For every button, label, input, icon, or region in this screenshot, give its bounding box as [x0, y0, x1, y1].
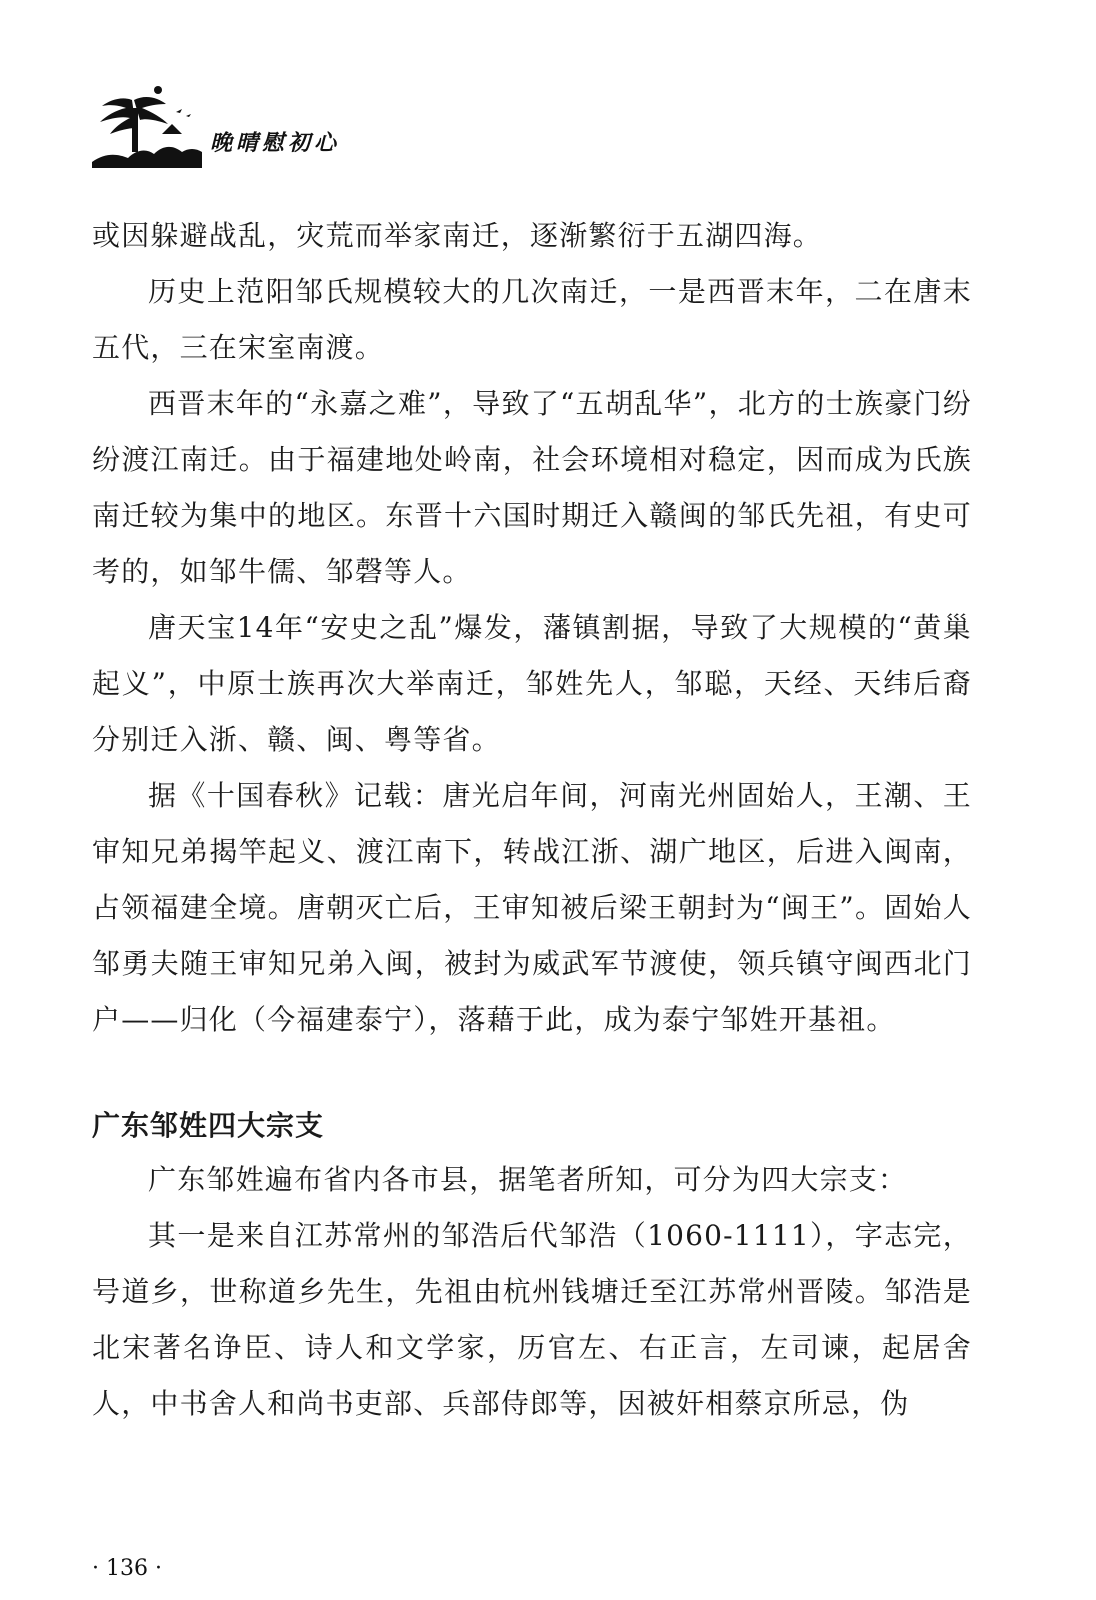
pine-tree-mountain-logo-icon [92, 82, 202, 168]
page-number: · 136 · [92, 1556, 162, 1581]
paragraph: 历史上范阳邹氏规模较大的几次南迁，一是西晋末年，二在唐末五代，三在宋室南渡。 [92, 275, 972, 364]
section-heading: 广东邹姓四大宗支 [92, 1109, 325, 1142]
header-title: 晚晴慰初心 [210, 131, 341, 156]
paragraph: 广东邹姓遍布省内各市县，据笔者所知，可分为四大宗支： [148, 1163, 908, 1196]
paragraph: 或因躲避战乱，灾荒而举家南迁，逐渐繁衍于五湖四海。 [92, 219, 823, 252]
paragraph: 据《十国春秋》记载：唐光启年间，河南光州固始人，王潮、王审知兄弟揭竿起义、渡江南下，转战江浙、湖广地区，后进入闽南，占领福建全境。唐朝灭亡后，王审知被后梁王朝封为“闽王”。固始人邹勇夫随王审知兄弟入闽，被封为威武军节渡使，领兵镇守闽西北门户——归化（今福建泰宁），落藉于此，成为泰宁邹姓开基祖。 [92, 779, 972, 1036]
paragraph: 唐天宝14年“安史之乱”爆发，藩镇割据，导致了大规模的“黄巢起义”，中原士族再次大举南迁，邹姓先人，邹聪，天经、天纬后裔分别迁入浙、赣、闽、粤等省。 [92, 611, 972, 756]
page-header [92, 82, 452, 170]
paragraph: 其一是来自江苏常州的邹浩后代邹浩（1060-1111），字志完，号道乡，世称道乡先生，先祖由杭州钱塘迁至江苏常州晋陵。邹浩是北宋著名诤臣、诗人和文学家，历官左、右正言，左司谏，起居舍人，中书舍人和尚书吏部、兵部侍郎等，因被奸相蔡京所忌，伪 [92, 1219, 972, 1420]
paragraph: 西晋末年的“永嘉之难”，导致了“五胡乱华”，北方的士族豪门纷纷渡江南迁。由于福建地处岭南，社会环境相对稳定，因而成为氏族南迁较为集中的地区。东晋十六国时期迁入赣闽的邹氏先祖，有史可考的，如邹牛儒、邹磬等人。 [92, 387, 972, 588]
